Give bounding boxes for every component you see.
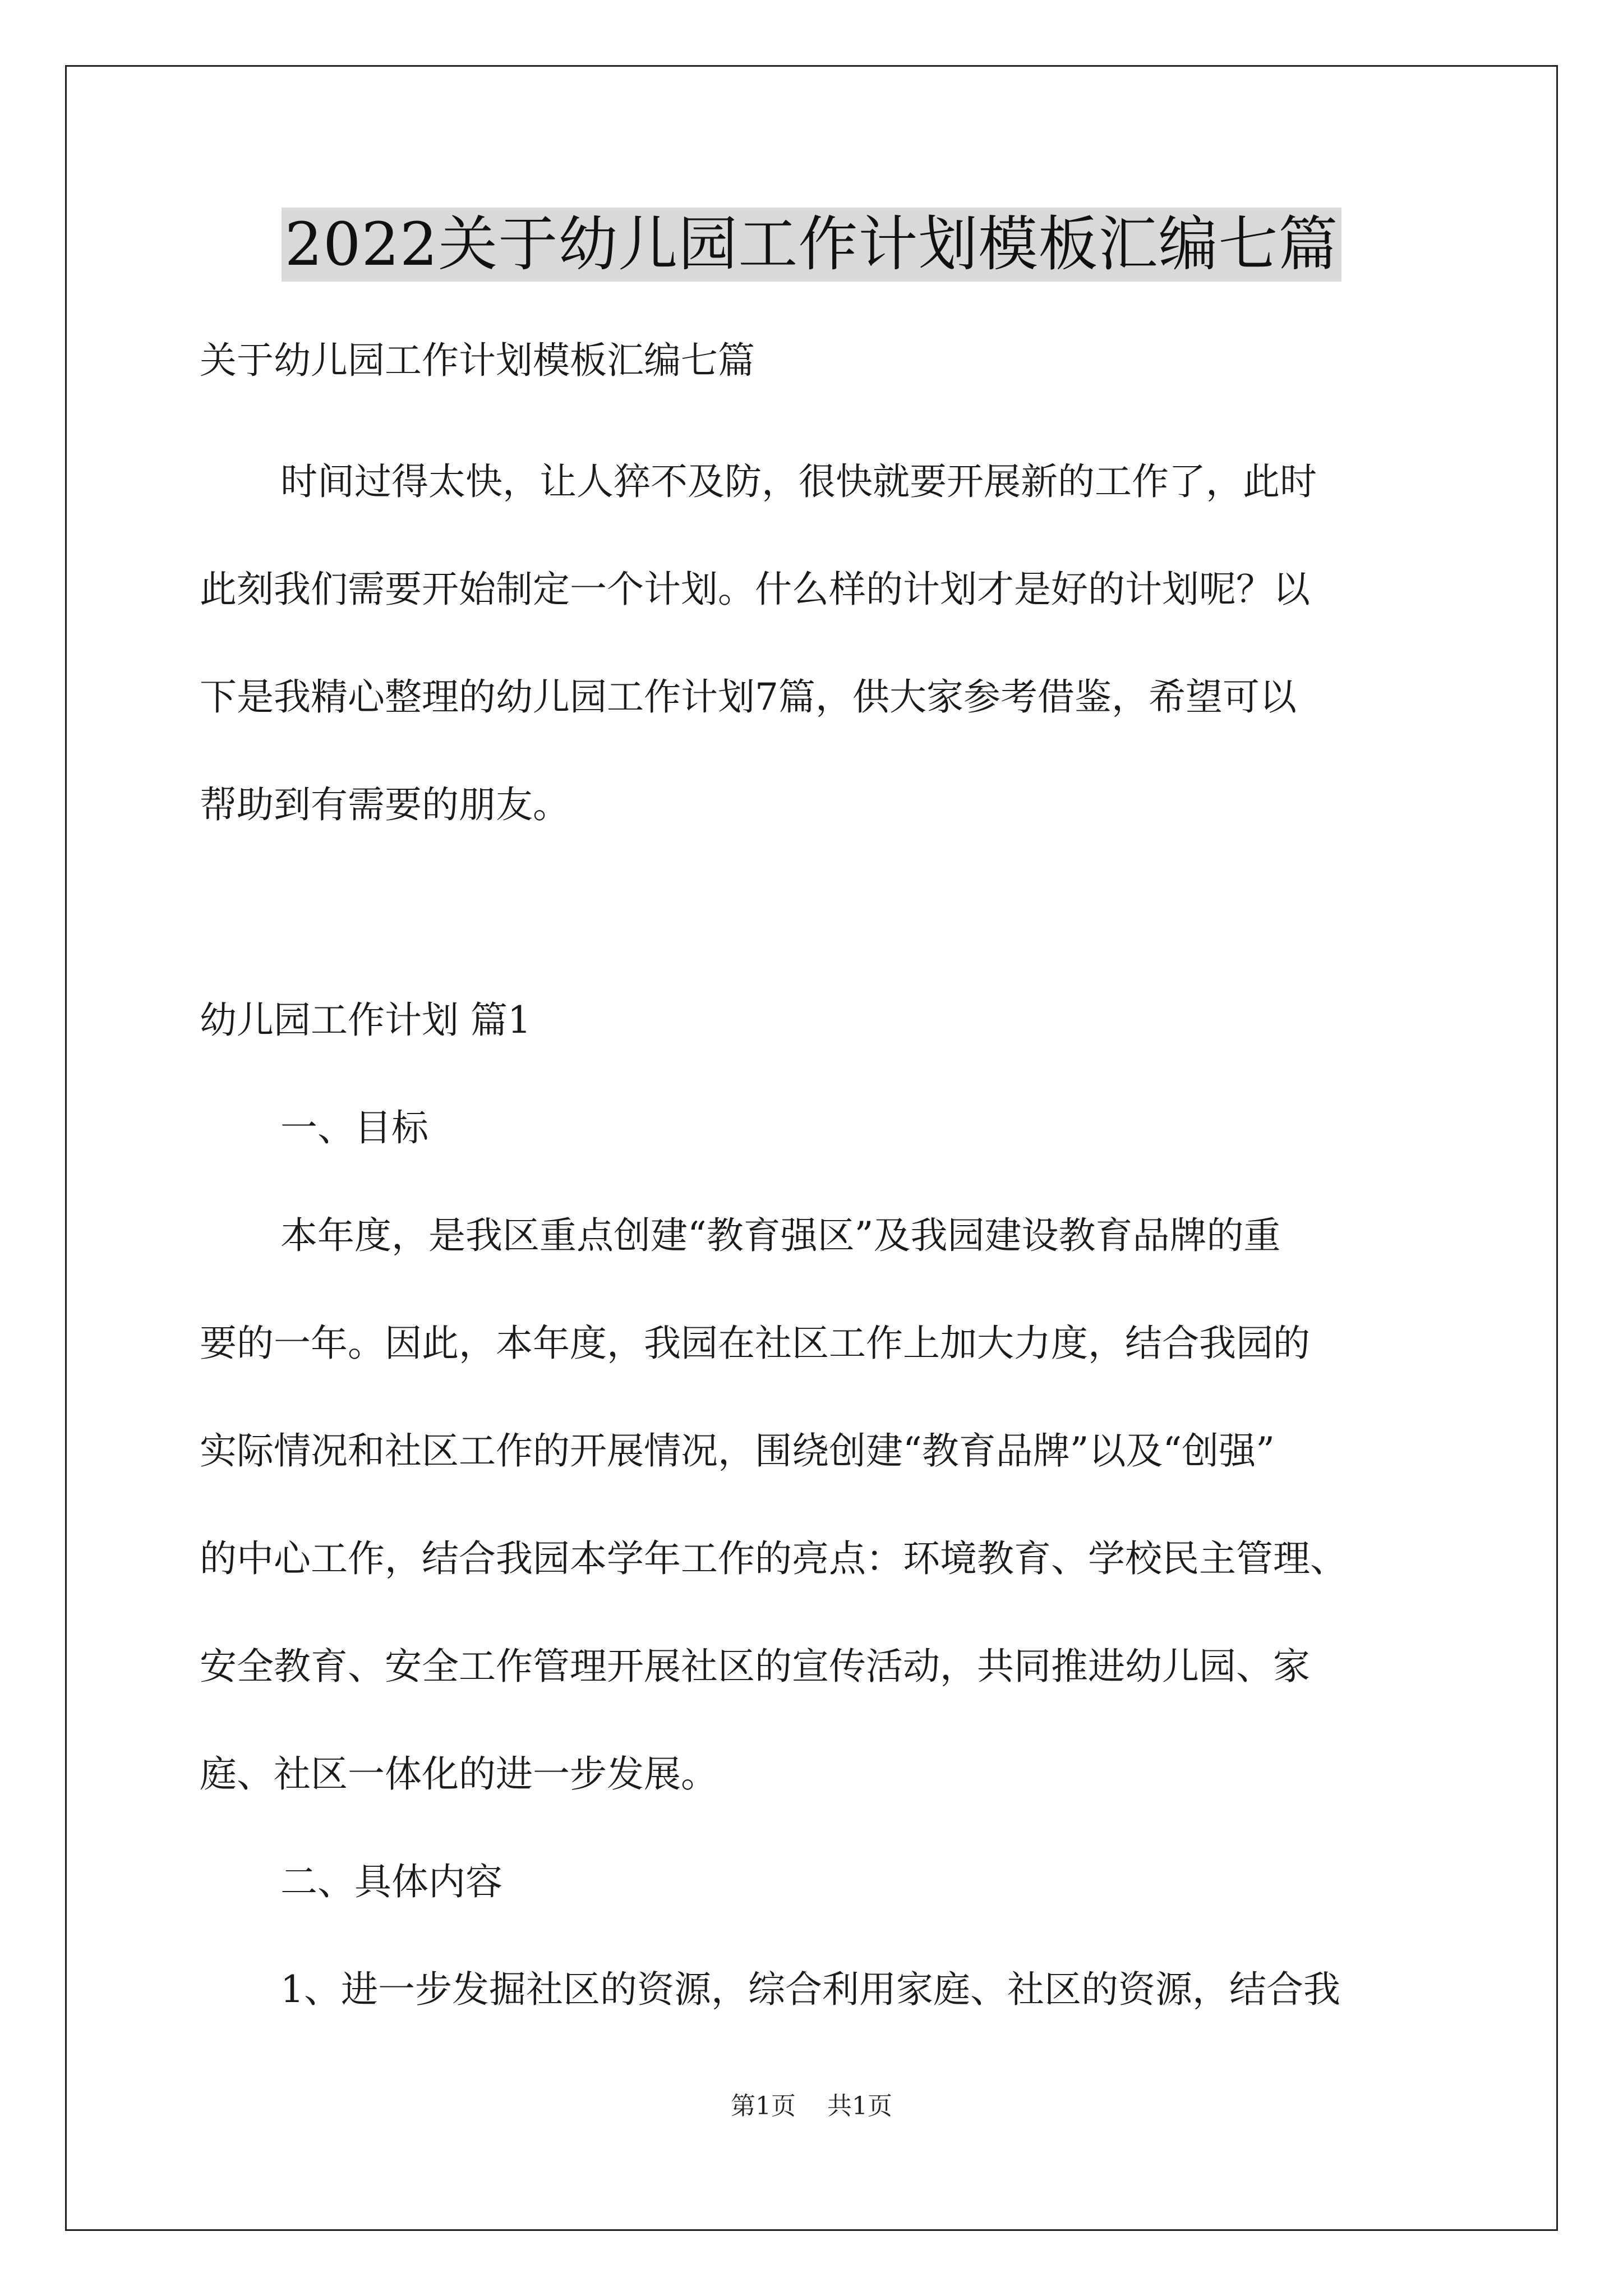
- section-heading: 幼儿园工作计划 篇1: [200, 999, 531, 1042]
- paragraph-line: 1、进一步发掘社区的资源，综合利用家庭、社区的资源，结合我: [280, 1968, 1340, 2011]
- paragraph-line: 要的一年。因此，本年度，我园在社区工作上加大力度，结合我园的: [200, 1322, 1310, 1365]
- paragraph-line: 时间过得太快，让人猝不及防，很快就要开展新的工作了，此时: [280, 460, 1317, 503]
- paragraph-line: 安全教育、安全工作管理开展社区的宣传活动，共同推进幼儿园、家: [200, 1645, 1310, 1688]
- paragraph-line: 实际情况和社区工作的开展情况，围绕创建“教育品牌”以及“创强”: [200, 1429, 1275, 1473]
- subtitle-line: 关于幼儿园工作计划模板汇编七篇: [200, 339, 755, 382]
- paragraph-line: 帮助到有需要的朋友。: [200, 783, 570, 826]
- paragraph-line: 下是我精心整理的幼儿园工作计划7篇，供大家参考借鉴，希望可以: [200, 675, 1297, 719]
- paragraph-line: 本年度，是我区重点创建“教育强区”及我园建设教育品牌的重: [280, 1214, 1281, 1257]
- subheading: 二、具体内容: [280, 1860, 502, 1903]
- title-container: [0, 208, 1623, 282]
- paragraph-line: 的中心工作，结合我园本学年工作的亮点：环境教育、学校民主管理、: [200, 1537, 1347, 1580]
- document-title: 2022关于幼儿园工作计划模板汇编七篇: [282, 208, 1342, 282]
- paragraph-line: 此刻我们需要开始制定一个计划。什么样的计划才是好的计划呢？以: [200, 568, 1310, 611]
- paragraph-line: 庭、社区一体化的进一步发展。: [200, 1752, 718, 1796]
- subheading: 一、目标: [280, 1106, 428, 1149]
- page-footer: 第1页 共1页: [731, 2092, 892, 2120]
